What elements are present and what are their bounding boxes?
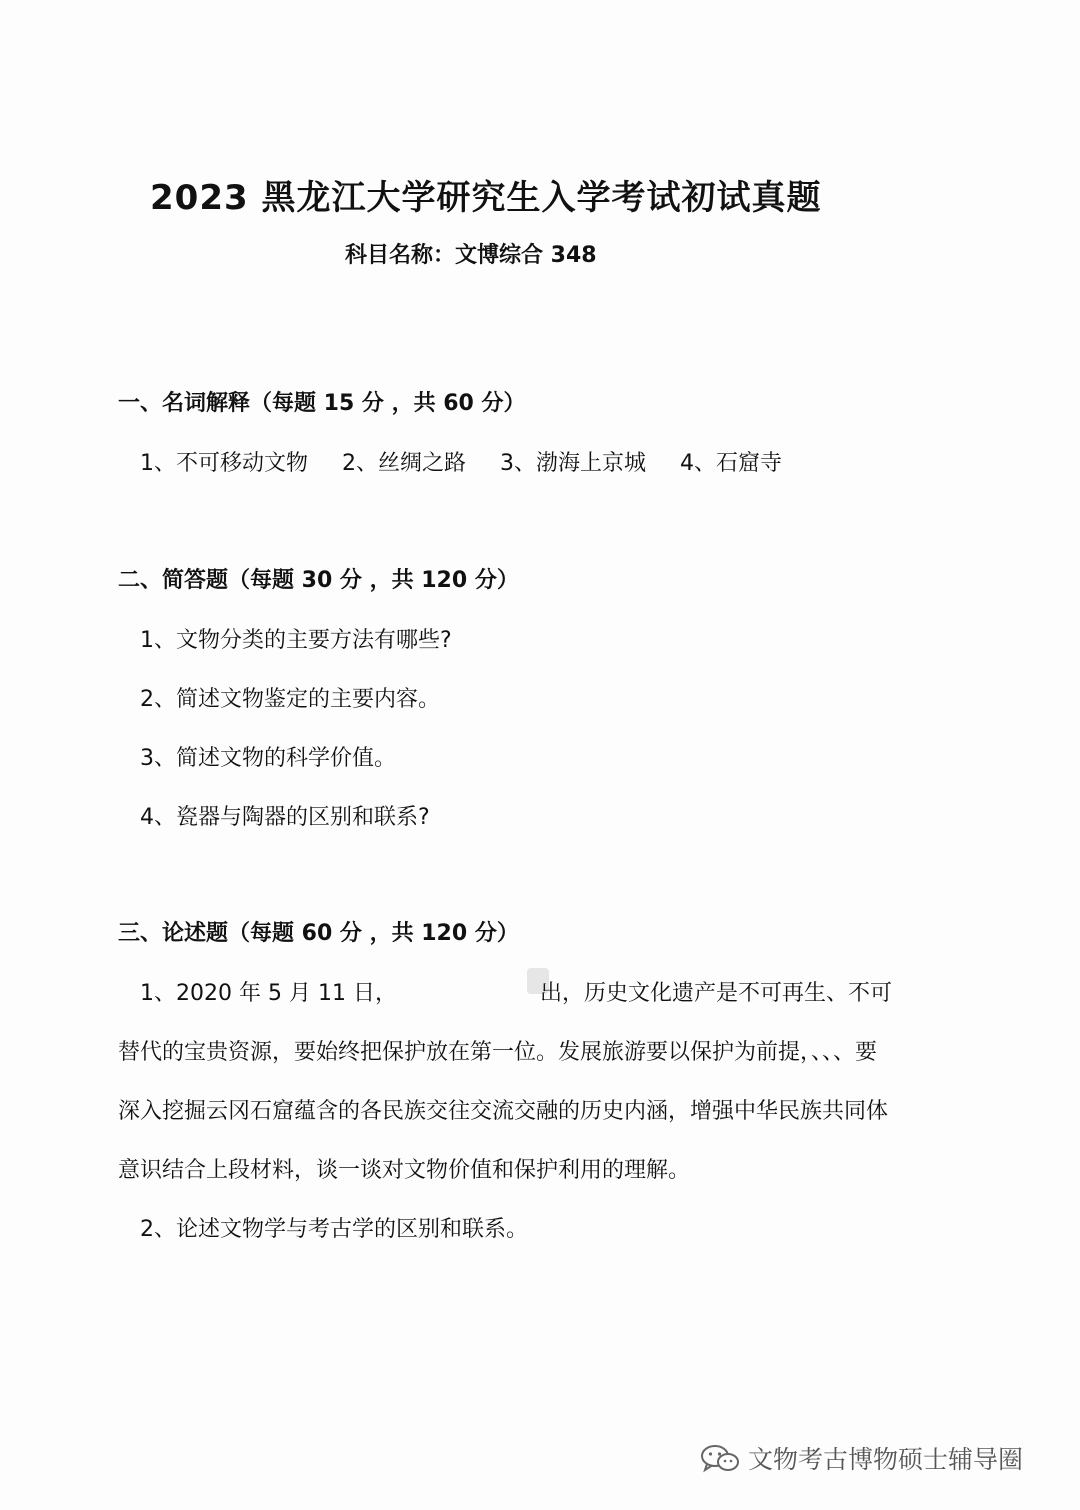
essay-line: 深入挖掘云冈石窟蕴含的各民族交往交流交融的历史内涵，增强中华民族共同体 (118, 1099, 889, 1124)
list-item: 2、丝绸之路 (342, 451, 466, 476)
subject-name: 科目名称：文博综合 348 (345, 243, 597, 268)
exam-title: 2023 黑龙江大学研究生入学考试初试真题 (150, 178, 822, 218)
list-item: 3、渤海上京城 (500, 451, 646, 476)
list-item: 1、文物分类的主要方法有哪些? (140, 628, 452, 653)
list-item: 3、简述文物的科学价值。 (140, 746, 396, 771)
watermark-text: 文物考古博物硕士辅导圈 (748, 1445, 1024, 1474)
section-heading-short-answer: 二、简答题（每题 30 分 ，共 120 分） (118, 568, 519, 593)
essay-line: 1、2020 年 5 月 11 日， (140, 981, 397, 1006)
watermark (700, 1440, 1023, 1476)
list-item: 1、不可移动文物 (140, 451, 308, 476)
wechat-icon (700, 1443, 740, 1473)
list-item: 4、瓷器与陶器的区别和联系? (140, 805, 430, 830)
essay-line: 替代的宝贵资源，要始终把保护放在第一位。发展旅游要以保护为前提，、、、要 (118, 1040, 878, 1065)
section-heading-terms: 一、名词解释（每题 15 分 ，共 60 分） (118, 391, 526, 416)
essay-line: 2、论述文物学与考古学的区别和联系。 (140, 1217, 528, 1242)
list-item: 4、石窟寺 (680, 451, 782, 476)
list-item: 2、简述文物鉴定的主要内容。 (140, 687, 440, 712)
section-heading-essay: 三、论述题（每题 60 分 ，共 120 分） (118, 921, 519, 946)
terms-list (140, 446, 782, 477)
essay-line: 意识结合上段材料，谈一谈对文物价值和保护利用的理解。 (118, 1158, 691, 1183)
essay-line: 出，历史文化遗产是不可再生、不可 (540, 981, 893, 1006)
